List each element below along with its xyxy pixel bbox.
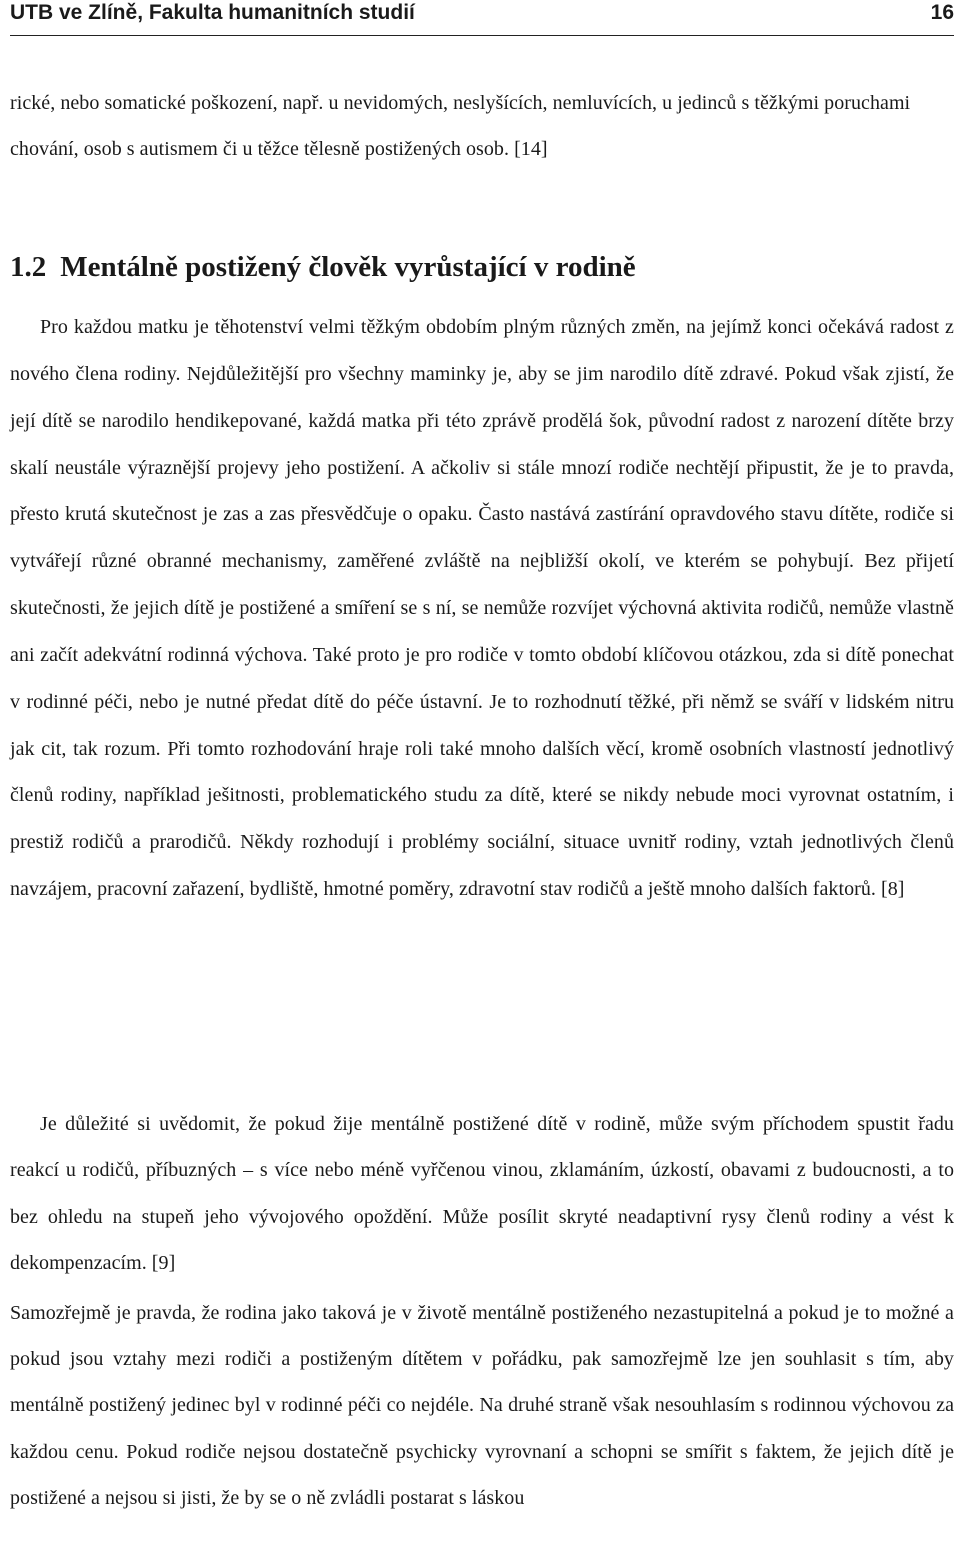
section-heading — [10, 247, 954, 287]
header-title: UTB ve Zlíně, Fakulta humanitních studií — [10, 1, 415, 24]
section-title: Mentálně postižený člověk vyrůstající v rodině — [60, 251, 636, 283]
header-divider — [10, 35, 954, 36]
paragraph-family-reactions: Je důležité si uvědomit, že pokud žije mentálně postižené dítě v rodině, může svým příchodem spustit řadu reakcí u rodičů, příbuzných – s více nebo méně vyřčenou vinou, zklamáním, úzkostí, obavami z budoucnosti, a to bez ohledu na stupeň jeho vývojového opoždění. Může posílit skryté neadaptivní rysy členů rodiny a vést k dekompenzacím. [9] — [10, 1113, 954, 1274]
running-header — [10, 0, 954, 30]
paragraph-motherhood: Pro každou matku je těhotenství velmi těžkým obdobím plným různých změn, na jejímž konci očekává radost z nového člena rodiny. Nejdůležitější pro všechny maminky je, aby se jim narodilo dítě zdravé. Pokud však zjistí, že její dítě se narodilo hendikepované, každá matka při této zprávě prodělá šok, původní radost z narození dítěte brzy skalí neustále výraznější projevy jeho postižení. A ačkoliv si stále mnozí rodiče nechtějí připustit, že je to pravda, přesto krutá skutečnost je zas a zas přesvědčuje o opaku. Často nastává zastírání opravdového stavu dítěte, rodiče si vytvářejí různé obranné mechanismy, zaměřené zvláště na nejbližší okolí, ve kterém se pohybují. Bez přijetí skutečnosti, že jejich dítě je postižené a smíření se s ní, se nemůže rozvíjet výchovná aktivita rodičů, nemůže vlastně ani začít adekvátní rodinná výchova. Také proto je pro rodiče v tomto období klíčovou otázkou, zda si dítě ponechat v rodinné péči, nebo je nutné předat dítě do péče ústavní. Je to rozhodnutí těžké, při němž se sváří v lidském nitru jak cit, tak rozum. Při tomto rozhodování hraje roli také mnoho dalších věcí, kromě osobních vlastností jednotlivý členů rodiny, například ješitnosti, problematického studu za dítě, které se nikdy nebude moci vyrovnat ostatním, i prestiž rodičů a prarodičů. Někdy rozhodují i problémy sociální, situace uvnitř rodiny, vztah jednotlivých členů navzájem, pracovní zařazení, bydliště, hmotné poměry, zdravotní stav rodičů a ještě mnoho dalších faktorů. [8] — [10, 316, 954, 901]
paragraph-family-care: Samozřejmě je pravda, že rodina jako taková je v životě mentálně postiženého nezastupitelná a pokud je to možné a pokud jsou vztahy mezi rodiči a postiženým dítětem v pořádku, pak samozřejmě lze jen souhlasit s tím, aby mentálně postižený jedinec byl v rodinné péči co nejdéle. Na druhé straně však nesouhlasím s rodinnou výchovou za každou cenu. Pokud rodiče nejsou dostatečně psychicky vyrovnaní a schopni se smířit s faktem, že jejich dítě je postižené a nejsou si jisti, že by se o ně zvládli postarat s láskou — [10, 1302, 954, 1509]
page-number: 16 — [930, 1, 954, 24]
paragraph-continued: rické, nebo somatické poškození, např. u nevidomých, neslyšících, nemluvících, u jedinců s těžkými poruchami chování, osob s autismem či u těžce tělesně postižených osob. [14] — [10, 92, 911, 160]
section-number: 1.2 — [10, 251, 47, 283]
